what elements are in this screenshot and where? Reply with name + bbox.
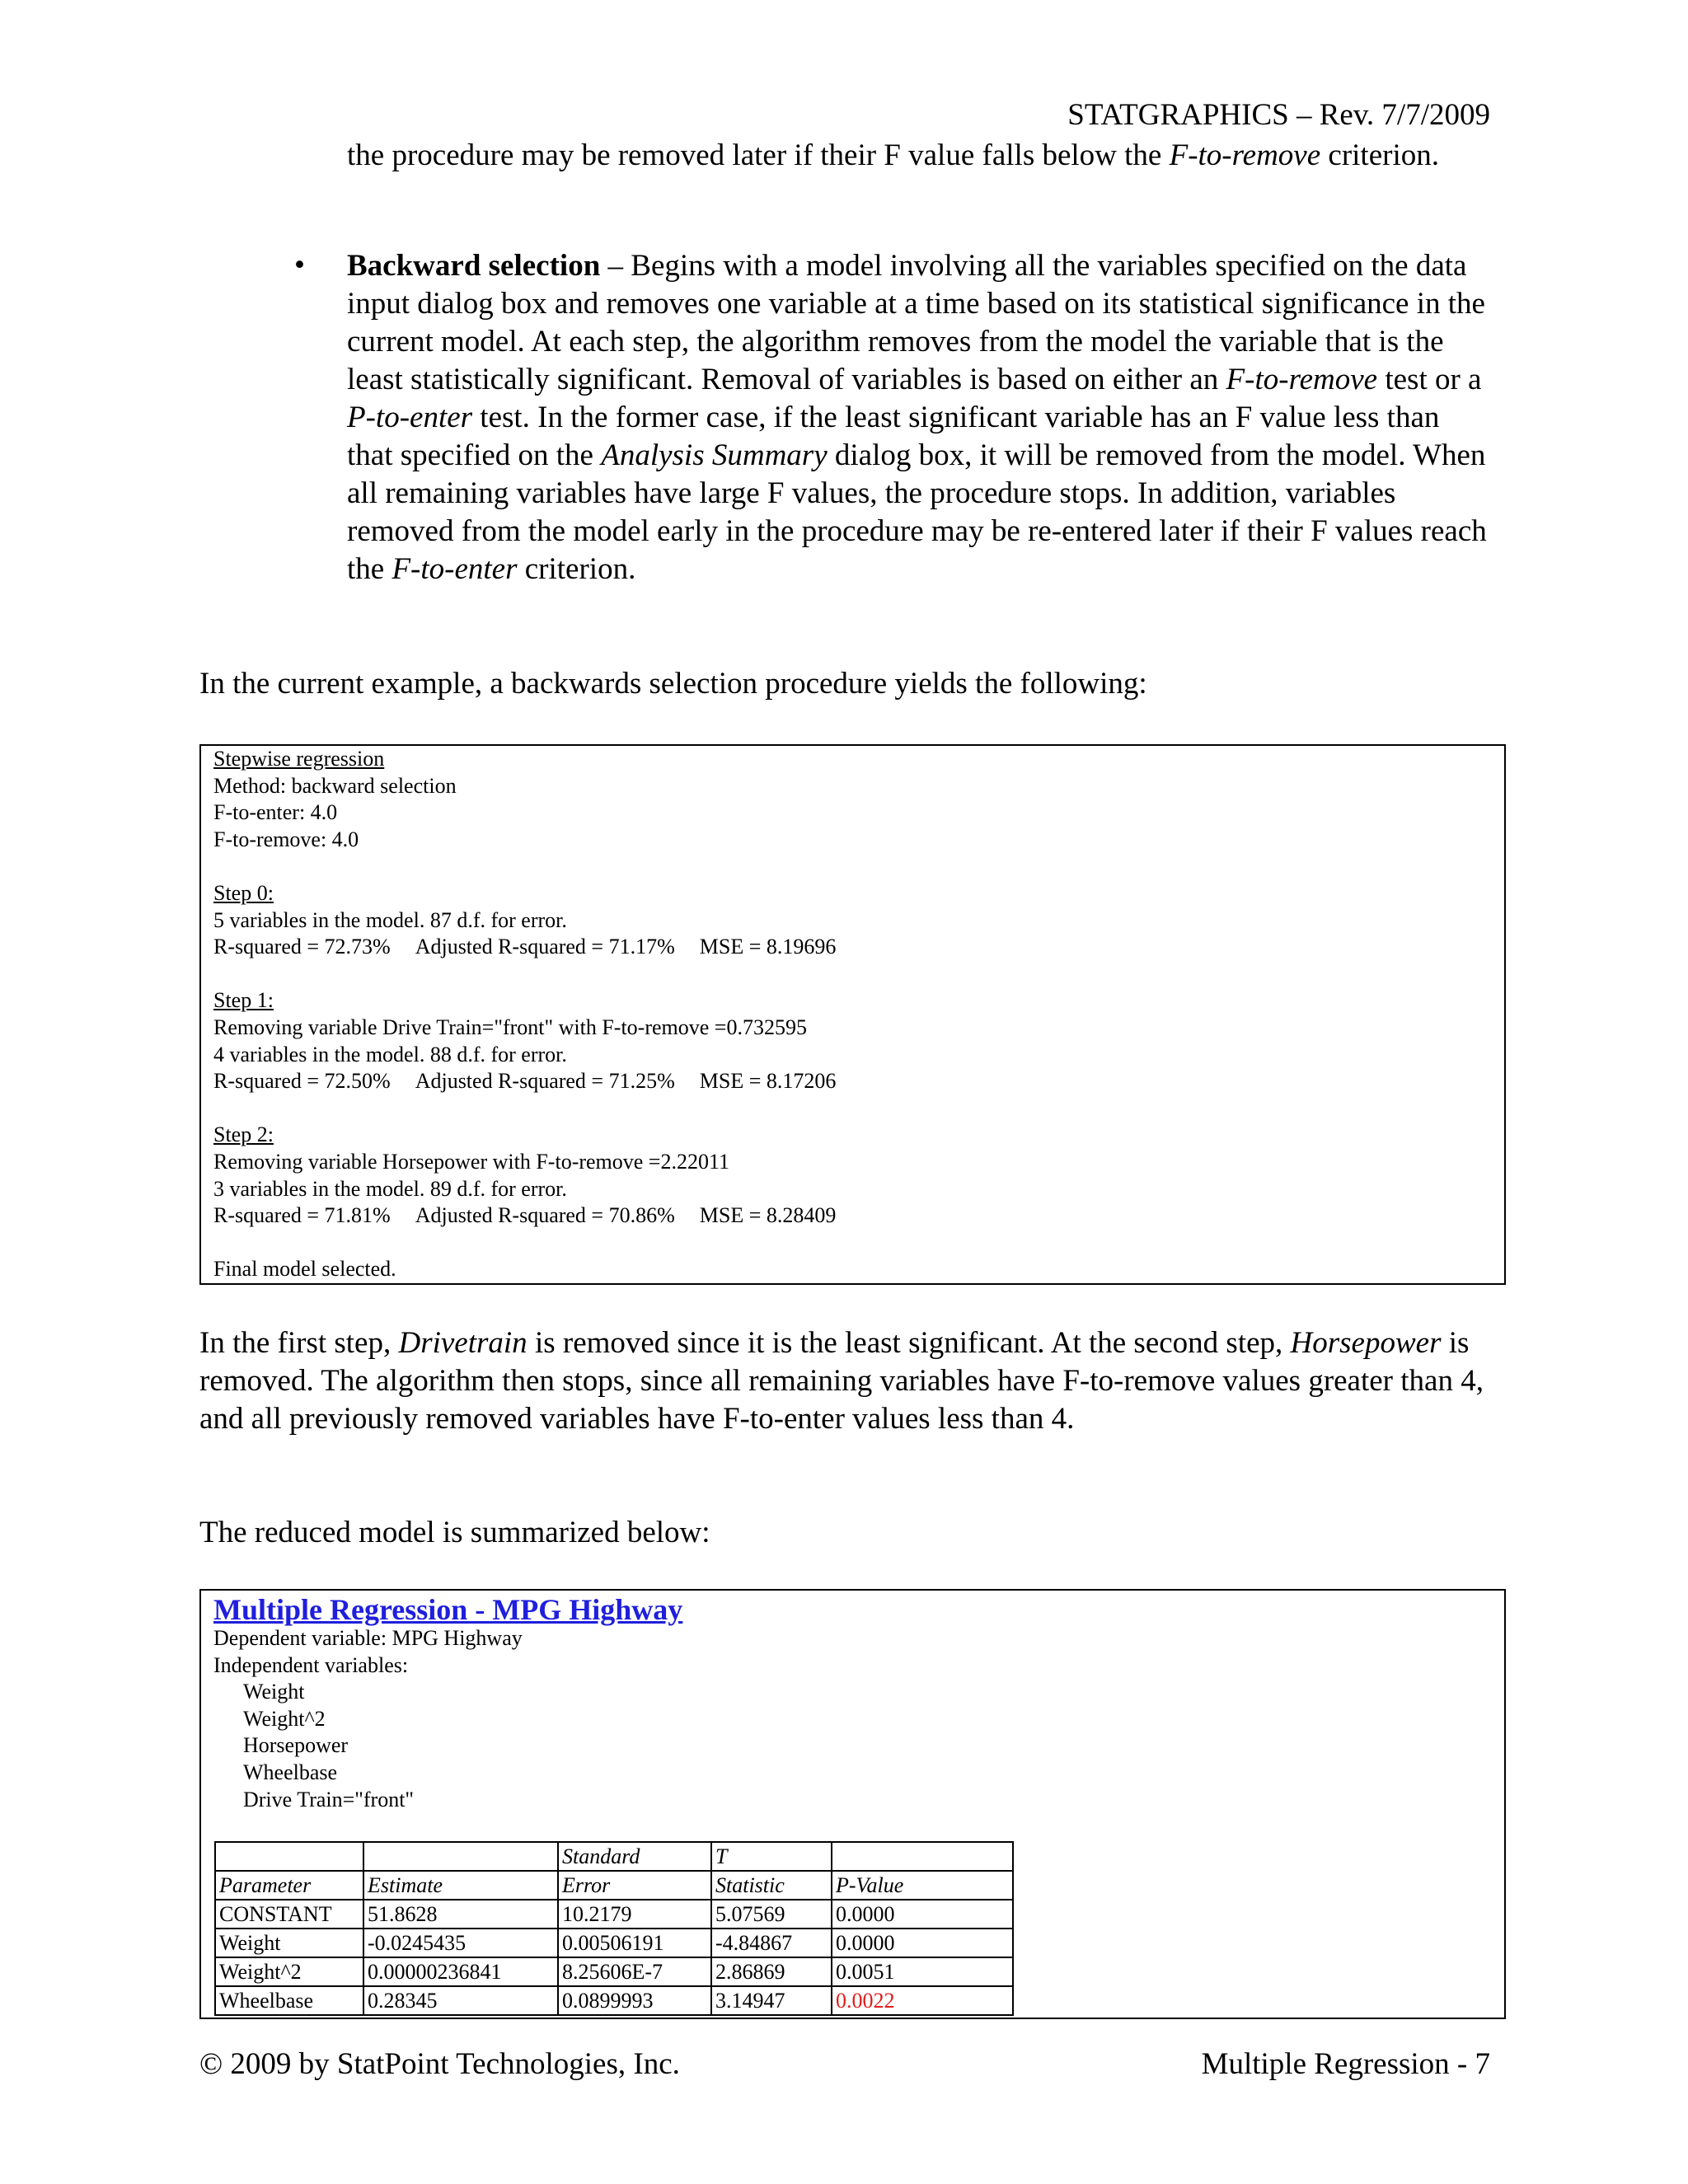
- regression-title-link[interactable]: Multiple Regression - MPG Highway: [213, 1593, 683, 1626]
- backward-selection-bullet: Backward selection – Begins with a model involving all the variables specified on the data input dialog box and removes one variable at a time based on its statistical significance in the current model. At each step, the algorithm removes from the model the variable that is the least statistically significant. Removal of variables is based on either an F-to-remove test or a P-to-enter test. In the former case, if the least significant variable has an F value less than that specified on the Analysis Summary dialog box, it will be removed from the model. When all remaining variables have large F values, the procedure stops. In addition, variables removed from the model early in the procedure may be re-entered later if their F values reach the F-to-enter criterion.: [347, 249, 1487, 586]
- intro-paragraph: In the current example, a backwards selection procedure yields the following:: [199, 667, 1147, 701]
- bullet-icon: •: [294, 248, 305, 282]
- independent-variable: Horsepower: [243, 1733, 349, 1758]
- independent-variable: Wheelbase: [243, 1760, 338, 1784]
- table-row: CONSTANT 51.8628 10.2179 5.07569 0.0000: [215, 1900, 1013, 1929]
- step-label: Step 1:: [213, 988, 274, 1013]
- continuation-paragraph: the procedure may be removed later if their F value falls below the F-to-remove criterion.: [347, 138, 1439, 172]
- stepwise-method: Method: backward selection: [213, 773, 457, 798]
- stepwise-f-enter: F-to-enter: 4.0: [213, 800, 338, 825]
- stepwise-output-box: [199, 744, 1506, 1285]
- stepwise-f-remove: F-to-remove: 4.0: [213, 827, 359, 851]
- step-stats: R-squared = 72.50% Adjusted R-squared = 71.25% MSE = 8.17206: [213, 1069, 837, 1094]
- highlighted-p-value: 0.0022: [832, 1986, 1013, 2015]
- dependent-variable: Dependent variable: MPG Highway: [213, 1626, 523, 1650]
- stepwise-final: Final model selected.: [213, 1257, 396, 1282]
- step-stats: R-squared = 72.73% Adjusted R-squared = 71.17% MSE = 8.19696: [213, 935, 837, 959]
- step-stats: R-squared = 71.81% Adjusted R-squared = 70.86% MSE = 8.28409: [213, 1203, 837, 1228]
- step-line: 3 variables in the model. 89 d.f. for error.: [213, 1176, 567, 1201]
- coefficients-table: [214, 1841, 1014, 2016]
- independent-variable: Weight: [243, 1680, 305, 1704]
- step-line: 4 variables in the model. 88 d.f. for error.: [213, 1042, 567, 1066]
- table-header-row: Parameter Estimate Error Statistic P-Value: [215, 1871, 1013, 1900]
- step-label: Step 2:: [213, 1122, 274, 1147]
- footer-copyright: © 2009 by StatPoint Technologies, Inc.: [199, 2047, 680, 2081]
- footer-page-number: Multiple Regression - 7: [1201, 2047, 1490, 2081]
- running-header: STATGRAPHICS – Rev. 7/7/2009: [1067, 98, 1490, 132]
- independent-variable: Weight^2: [243, 1706, 326, 1731]
- table-row: Wheelbase 0.28345 0.0899993 3.14947 0.0022: [215, 1986, 1013, 2015]
- step-label: Step 0:: [213, 880, 274, 905]
- stepwise-title: Stepwise regression: [213, 747, 385, 771]
- step-line: 5 variables in the model. 87 d.f. for error.: [213, 907, 567, 932]
- table-row: Weight -0.0245435 0.00506191 -4.84867 0.0000: [215, 1929, 1013, 1957]
- explanation-paragraph: In the first step, Drivetrain is removed since it is the least significant. At the second step, Horsepower is removed. The algorithm then stops, since all remaining variables have F-to-remove values greater than 4, and all previously removed variables have F-to-enter values less than 4.: [199, 1326, 1484, 1436]
- step-line: Removing variable Drive Train="front" with F-to-remove =0.732595: [213, 1015, 807, 1039]
- step-line: Removing variable Horsepower with F-to-remove =2.22011: [213, 1149, 730, 1174]
- table-row: Weight^2 0.00000236841 8.25606E-7 2.86869 0.0051: [215, 1957, 1013, 1986]
- table-header-row: Standard T: [215, 1842, 1013, 1871]
- independent-label: Independent variables:: [213, 1652, 409, 1677]
- independent-variable: Drive Train="front": [243, 1787, 415, 1811]
- reduced-model-intro: The reduced model is summarized below:: [199, 1516, 710, 1549]
